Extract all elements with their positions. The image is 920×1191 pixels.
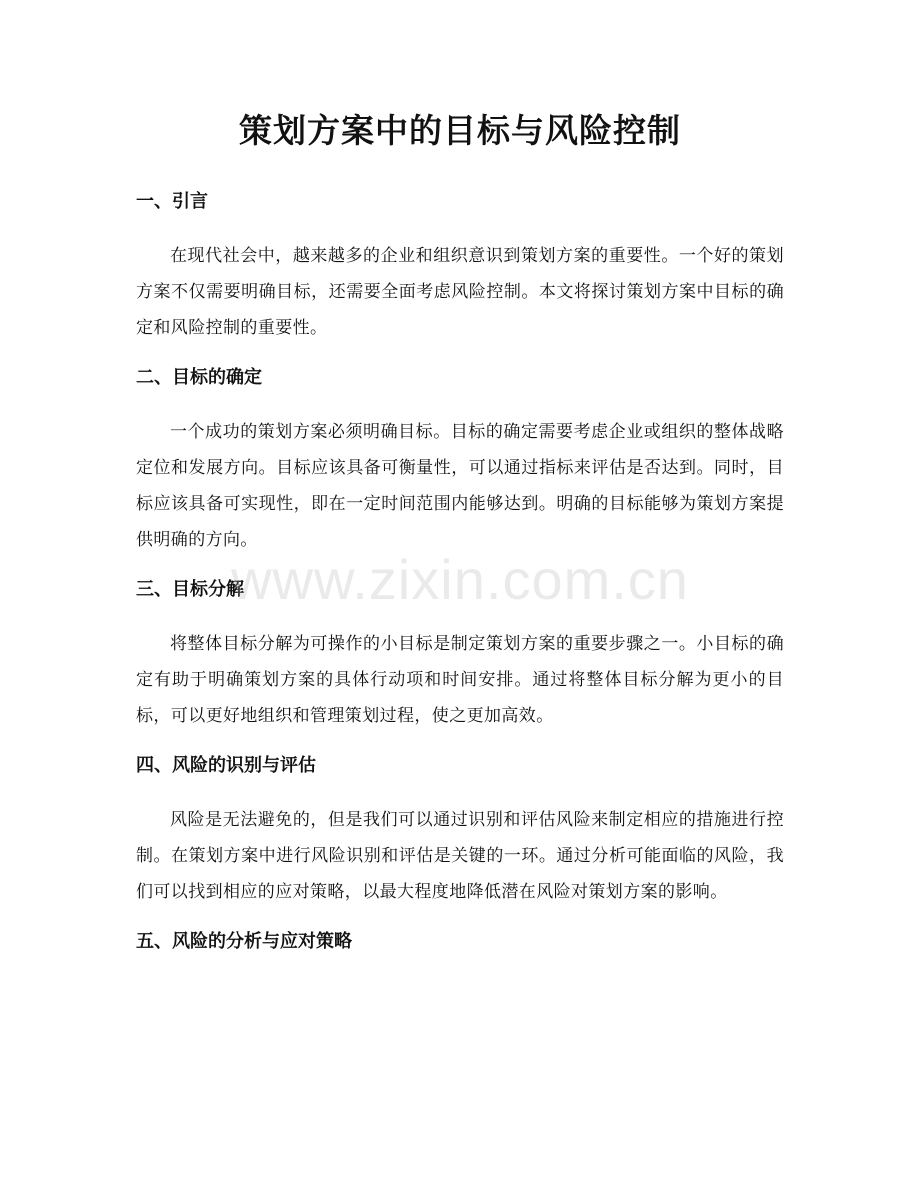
section-paragraph: 在现代社会中，越来越多的企业和组织意识到策划方案的重要性。一个好的策划方案不仅需要明确目标，还需要全面考虑风险控制。本文将探讨策划方案中目标的确定和风险控制的重要性。 xyxy=(136,246,784,338)
document-body xyxy=(136,184,784,960)
section-heading: 二、目标的确定 xyxy=(136,367,262,388)
section-paragraph: 风险是无法避免的，但是我们可以通过识别和评估风险来制定相应的措施进行控制。在策划方案中进行风险识别和评估是关键的一环。通过分析可能面临的风险，我们可以找到相应的应对策略，以最大程度地降低潜在风险对策划方案的影响。 xyxy=(136,810,784,902)
document-title: 策划方案中的目标与风险控制 xyxy=(239,111,681,150)
section-paragraph: 将整体目标分解为可操作的小目标是制定策划方案的重要步骤之一。小目标的确定有助于明确策划方案的具体行动项和时间安排。通过将整体目标分解为更小的目标，可以更好地组织和管理策划过程，使之更加高效。 xyxy=(136,634,784,726)
section-paragraph: 一个成功的策划方案必须明确目标。目标的确定需要考虑企业或组织的整体战略定位和发展方向。目标应该具备可衡量性，可以通过指标来评估是否达到。同时，目标应该具备可实现性，即在一定时间范围内能够达到。明确的目标能够为策划方案提供明确的方向。 xyxy=(136,422,784,550)
section-heading: 一、引言 xyxy=(136,191,208,212)
section-heading: 五、风险的分析与应对策略 xyxy=(136,931,352,952)
watermark: www.zixin.com.cn xyxy=(231,548,689,611)
section-heading: 四、风险的识别与评估 xyxy=(136,755,316,776)
section-heading: 三、目标分解 xyxy=(136,579,244,600)
